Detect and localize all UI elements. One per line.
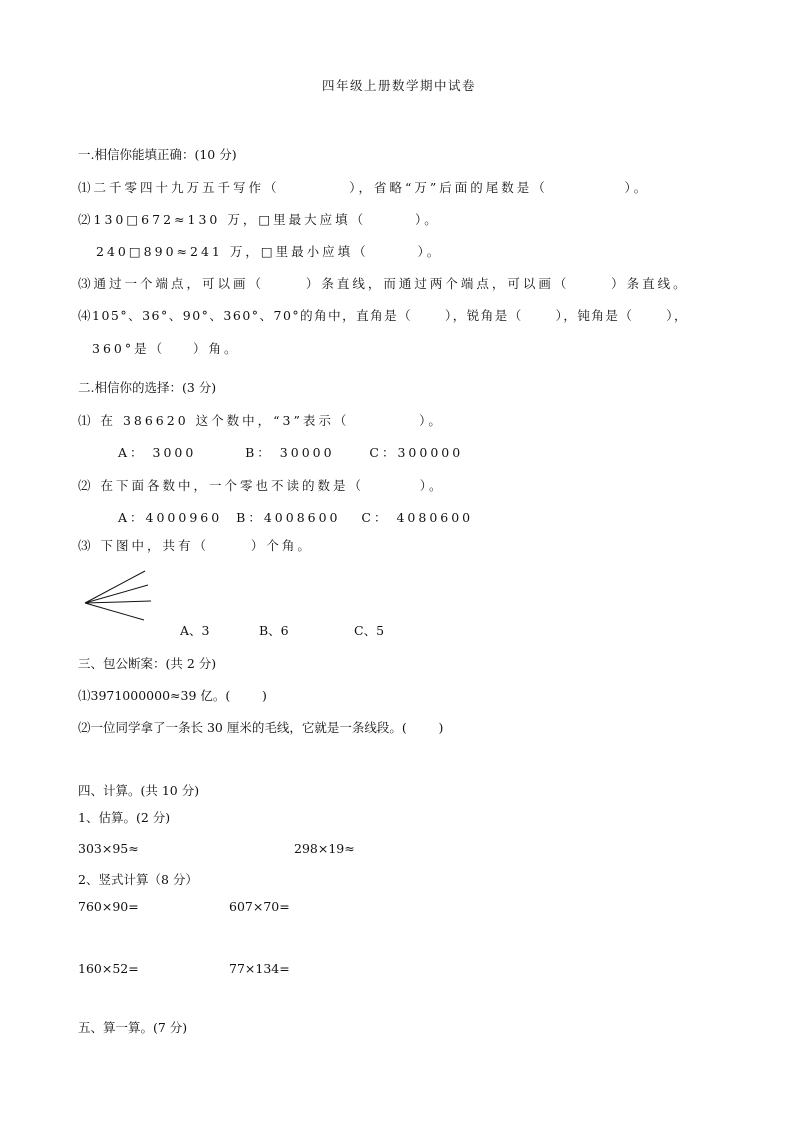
section-1-heading: 一.相信你能填正确：(10 分): [78, 147, 237, 162]
s4-sub-2: 2、竖式计算（8 分）: [78, 872, 198, 887]
estimate-2: 298×19≈: [294, 841, 355, 856]
calc-2: 607×70=: [229, 899, 290, 914]
section-3-heading: 三、包公断案：(共 2 分): [78, 656, 217, 671]
s2-question-3: ⑶ 下图中，共有（ ）个角。: [78, 538, 313, 553]
estimate-1: 303×95≈: [78, 841, 139, 856]
s2-q3-option-b: B、6: [259, 623, 289, 638]
s2-q3-option-a: A、3: [180, 623, 210, 638]
calc-4: 77×134=: [229, 961, 290, 976]
section-5-heading: 五、算一算。(7 分): [78, 1020, 188, 1035]
s2-question-1: ⑴ 在 386620 这个数中，“3”表示（ ）。: [78, 413, 444, 428]
s3-question-1: ⑴3971000000≈39 亿。( ): [78, 688, 267, 703]
calc-1: 760×90=: [78, 899, 139, 914]
page-title: 四年级上册数学期中试卷: [322, 78, 477, 93]
angle-figure: [78, 565, 158, 625]
s1-question-2a: ⑵130□672≈130 万，□里最大应填（ ）。: [78, 212, 440, 227]
s1-question-2b: 240□890≈241 万，□里最小应填（ ）。: [96, 244, 443, 259]
s2-question-2-options: A：4000960 B：4008600 C： 4080600: [118, 510, 474, 525]
section-2-heading: 二.相信你的选择：(3 分): [78, 380, 217, 395]
calc-3: 160×52=: [78, 961, 139, 976]
s2-question-2: ⑵ 在下面各数中，一个零也不读的数是（ ）。: [78, 478, 445, 493]
s1-question-3: ⑶通过一个端点，可以画（ ）条直线，而通过两个端点，可以画（ ）条直线。: [78, 276, 689, 291]
s1-question-4b: 360°是（ ）角。: [92, 341, 240, 356]
s4-sub-1: 1、估算。(2 分): [78, 810, 171, 825]
s2-question-1-options: A： 3000 B： 30000 C：300000: [118, 445, 464, 460]
s3-question-2: ⑵一位同学拿了一条长 30 厘米的毛线，它就是一条线段。( ): [78, 720, 444, 735]
s1-question-1: ⑴二千零四十九万五千写作（ ），省略“万”后面的尾数是（ ）。: [78, 180, 650, 195]
s1-question-4a: ⑷105°、36°、90°、360°、70°的角中，直角是（ ），锐角是（ ），钝角是（ ），: [78, 308, 688, 323]
s2-q3-option-c: C、5: [354, 623, 385, 638]
section-4-heading: 四、计算。(共 10 分): [78, 783, 200, 798]
